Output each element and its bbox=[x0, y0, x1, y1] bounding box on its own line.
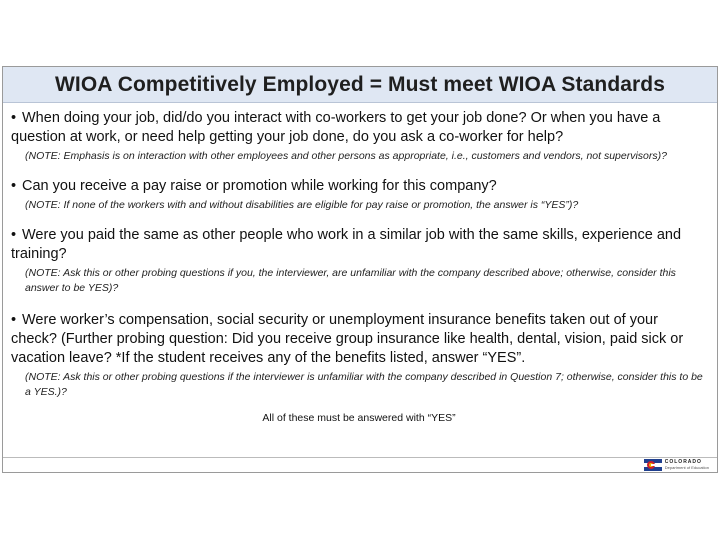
closing-statement: All of these must be answered with “YES” bbox=[262, 412, 456, 424]
note-4: (NOTE: Ask this or other probing questions if the interviewer is unfamiliar with the company described in Question 7; otherwise, consider this to be a YES.)? bbox=[25, 371, 703, 398]
footer-divider bbox=[3, 457, 717, 458]
note-3: (NOTE: Ask this or other probing questions if you, the interviewer, are unfamiliar with the company described above; otherwise, consider this answer to be YES)? bbox=[25, 267, 676, 294]
question-3 bbox=[11, 226, 707, 264]
logo-line-2: Department of Education bbox=[664, 465, 709, 470]
bullet-icon: • bbox=[11, 110, 17, 126]
slide-content bbox=[3, 103, 717, 424]
question-1-text: When doing your job, did/do you interact with co-workers to get your job done? Or when you have a question at work, or need help getting your job done, do you ask a co-worker for help? bbox=[11, 110, 661, 145]
slide bbox=[2, 66, 718, 473]
logo-line-1: COLORADO bbox=[664, 459, 702, 465]
question-2-text: Can you receive a pay raise or promotion while working for this company? bbox=[22, 178, 497, 194]
question-4 bbox=[11, 311, 707, 368]
colorado-flag-icon bbox=[644, 459, 662, 471]
note-2: (NOTE: If none of the workers with and without disabilities are eligible for pay raise or promotion, the answer is “YES”)? bbox=[25, 199, 579, 211]
colorado-logo bbox=[644, 459, 709, 471]
bullet-icon: • bbox=[11, 312, 17, 328]
bullet-icon: • bbox=[11, 178, 17, 194]
question-4-text: Were worker’s compensation, social security or unemployment insurance benefits taken out of your check? (Further probing question: Did you receive group insurance like health, dental, vision, paid sick or vacation leave? *If the student receives any of the benefits listed, answer “YES”. bbox=[11, 312, 684, 366]
note-1: (NOTE: Emphasis is on interaction with other employees and other persons as appropriate, i.e., customers and vendors, not supervisors)? bbox=[25, 150, 667, 162]
title-bar bbox=[3, 67, 717, 103]
question-1 bbox=[11, 109, 707, 147]
bullet-icon: • bbox=[11, 227, 17, 243]
question-2 bbox=[11, 177, 707, 196]
logo-text bbox=[665, 460, 709, 470]
slide-title: WIOA Competitively Employed = Must meet WIOA Standards bbox=[54, 72, 666, 96]
question-3-text: Were you paid the same as other people who work in a similar job with the same skills, experience and training? bbox=[11, 227, 682, 262]
